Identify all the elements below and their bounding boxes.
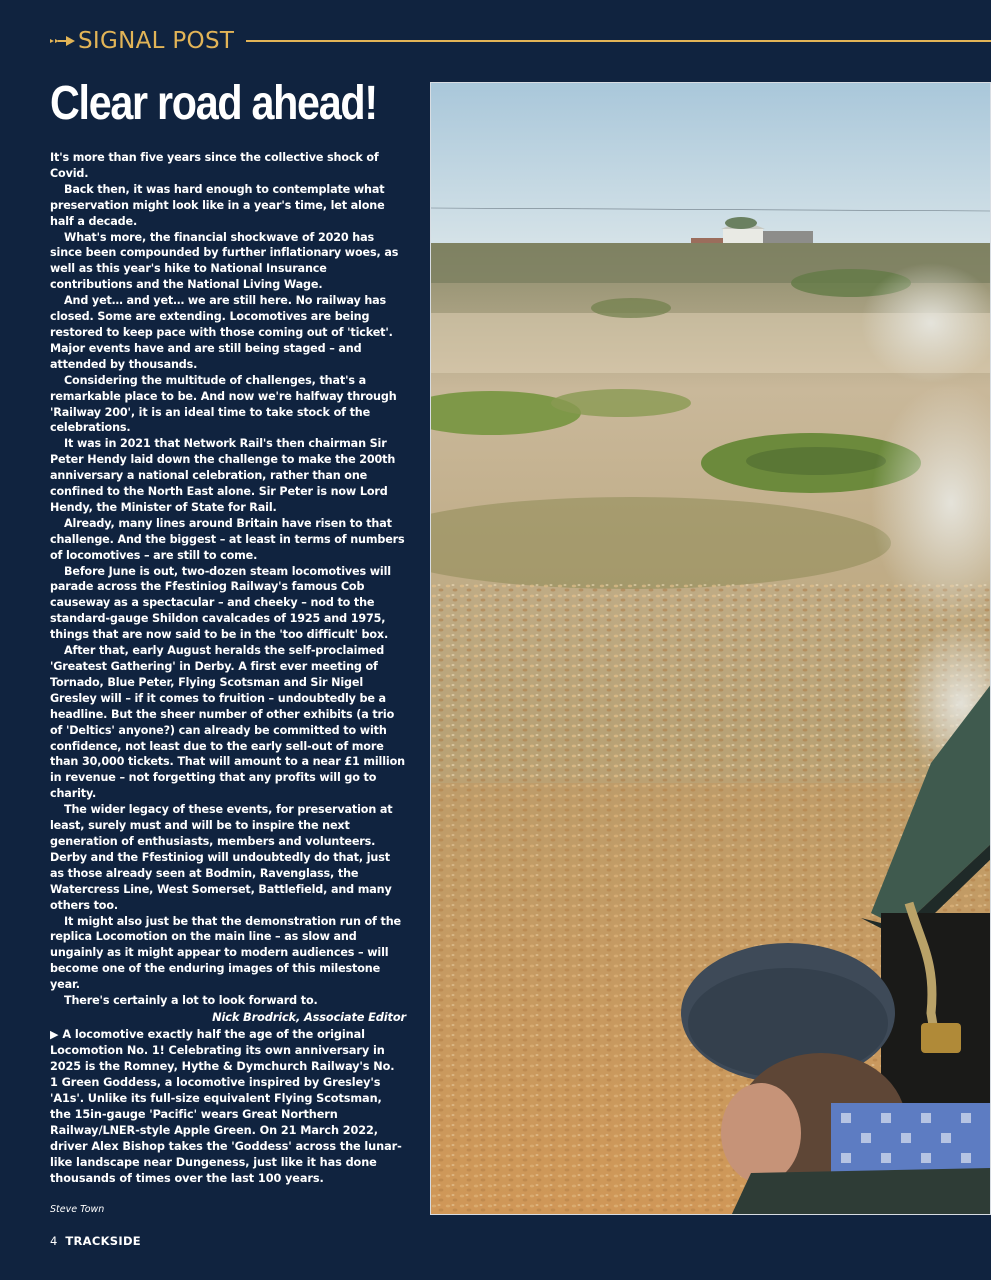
paragraph: It might also just be that the demonstration run of the replica Locomotion on the main line – as slow and ungainly as it might appear to modern audiences – will become one of the enduring images of this milestone year. <box>50 914 401 992</box>
section-header <box>50 26 991 56</box>
section-title: SIGNAL POST <box>78 28 235 54</box>
paragraph: Already, many lines around Britain have risen to that challenge. And the biggest – at least in terms of numbers of locomotives – are still to come. <box>50 516 405 562</box>
paragraph: Before June is out, two-dozen steam locomotives will parade across the Ffestiniog Railway's famous Cob causeway as a spectacular – and cheeky – nod to the standard-gauge Shildon cavalcades of 1925 and 1975, things that are now said to be in the 'too difficult' box. <box>50 564 391 642</box>
paragraph: Considering the multitude of challenges, that's a remarkable place to be. And now we're halfway through 'Railway 200', it is an ideal time to take stock of the celebrations. <box>50 373 397 435</box>
triangle-right-icon: ▶ <box>50 1028 59 1041</box>
landscape-photo <box>431 83 991 1215</box>
header-rule <box>246 40 991 42</box>
photo-caption <box>50 1027 406 1187</box>
page-number: 4 <box>50 1234 58 1248</box>
headline: Clear road ahead! <box>50 77 377 130</box>
photo-credit: Steve Town <box>50 1204 105 1215</box>
arrow-right-icon <box>50 34 76 48</box>
paragraph: It was in 2021 that Network Rail's then chairman Sir Peter Hendy laid down the challenge to make the 200th anniversary a national celebration, rather than one confined to the North East alone. Sir Peter is now Lord Hendy, the Minister of State for Rail. <box>50 437 396 514</box>
paragraph: What's more, the financial shockwave of 2020 has since been compounded by further inflationary woes, as well as this year's hike to National Insurance contributions and the National Living Wage. <box>50 230 399 292</box>
feature-photo <box>430 82 991 1215</box>
paragraph: Back then, it was hard enough to contemplate what preservation might look like in a year's time, let alone half a decade. <box>50 182 385 228</box>
caption-text: A locomotive exactly half the age of the original Locomotion No. 1! Celebrating its own anniversary in 2025 is the Romney, Hythe & Dymchurch Railway's No. 1 Green Goddess, a locomotive inspired by Gresley's 'A1s'. Unlike its full-size equivalent Flying Scotsman, the 15in-gauge 'Pacific' wears Great Northern Railway/LNER-style Apple Green. On 21 March 2022, driver Alex Bishop takes the 'Goddess' across the lunar-like landscape near Dungeness, just like it has done thousands of times over the last 100 years. <box>50 1028 402 1185</box>
magazine-name: TRACKSIDE <box>65 1234 141 1248</box>
byline: Nick Brodrick, Associate Editor <box>212 1009 406 1024</box>
paragraph: After that, early August heralds the self-proclaimed 'Greatest Gathering' in Derby. A first ever meeting of Tornado, Blue Peter, Flying Scotsman and Sir Nigel Gresley will – if it comes to fruition – undoubtedly be a headline. But the sheer number of other exhibits (a trio of 'Deltics' anyone?) can already be committed to with confidence, not least due to the early sell-out of more than 30,000 tickets. That will amount to a near £1 million in revenue – not forgetting that any profits will go to charity. <box>50 644 405 801</box>
paragraph: It's more than five years since the collective shock of Covid. <box>50 151 379 180</box>
page-footer <box>50 1234 141 1248</box>
paragraph: The wider legacy of these events, for preservation at least, surely must and will be to inspire the next generation of enthusiasts, members and volunteers. Derby and the Ffestiniog will undoubtedly do that, just as those already seen at Bodmin, Ravenglass, the Watercress Line, West Somerset, Battlefield, and many others too. <box>50 803 393 912</box>
paragraph: There's certainly a lot to look forward to. <box>64 994 318 1008</box>
paragraph: And yet… and yet… we are still here. No railway has closed. Some are extending. Locomotives are being restored to keep pace with those coming out of 'ticket'. Major events have and are still being staged – and attended by thousands. <box>50 294 393 371</box>
article-body <box>50 150 406 1025</box>
